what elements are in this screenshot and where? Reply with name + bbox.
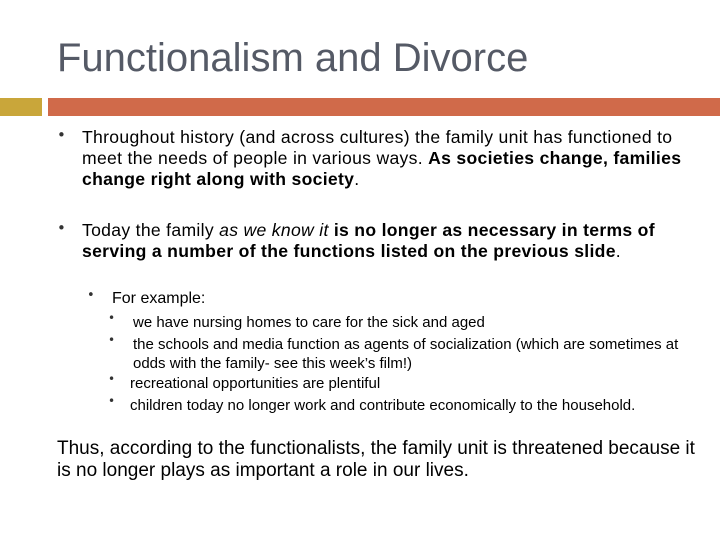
paragraph-history-end: . — [354, 169, 360, 189]
paragraph-today-text: Today the family — [82, 220, 220, 240]
example-item: recreational opportunities are plentiful — [130, 375, 381, 392]
example-intro: For example: — [112, 290, 206, 307]
bullet-icon: • — [108, 311, 116, 325]
conclusion-text: Thus, according to the functionalists, the family unit is threatened because it is no longer plays as important a role in our lives. — [57, 438, 695, 481]
example-item: we have nursing homes to care for the sick and aged — [133, 314, 485, 331]
example-item: children today no longer work and contribute economically to the household. — [130, 397, 636, 414]
bullet-icon: • — [108, 372, 116, 386]
paragraph-today-bold: is no longer as necessary in terms of serving a number of the functions listed on the previous slide — [82, 220, 655, 261]
bullet-icon: • — [108, 333, 116, 347]
example-item: the schools and media function as agents of socialization (which are sometimes at odds with the family- see this week’s film!) — [133, 336, 679, 372]
accent-bar-small — [0, 98, 42, 116]
bullet-icon: • — [87, 288, 95, 303]
paragraph-history-bold: As societies change, families change right along with society — [82, 148, 682, 189]
accent-bar — [48, 98, 720, 116]
paragraph-history — [82, 127, 692, 190]
bullet-icon: • — [57, 219, 66, 237]
page-title: Functionalism and Divorce — [57, 36, 529, 80]
paragraph-today — [82, 220, 692, 262]
paragraph-today-end: . — [615, 241, 621, 261]
paragraph-today-italic: as we know it — [219, 220, 329, 240]
bullet-icon: • — [57, 126, 66, 144]
bullet-icon: • — [108, 394, 116, 408]
paragraph-history-text: Throughout history (and across cultures) the family unit has functioned to meet the needs of people in various ways. — [82, 127, 673, 168]
